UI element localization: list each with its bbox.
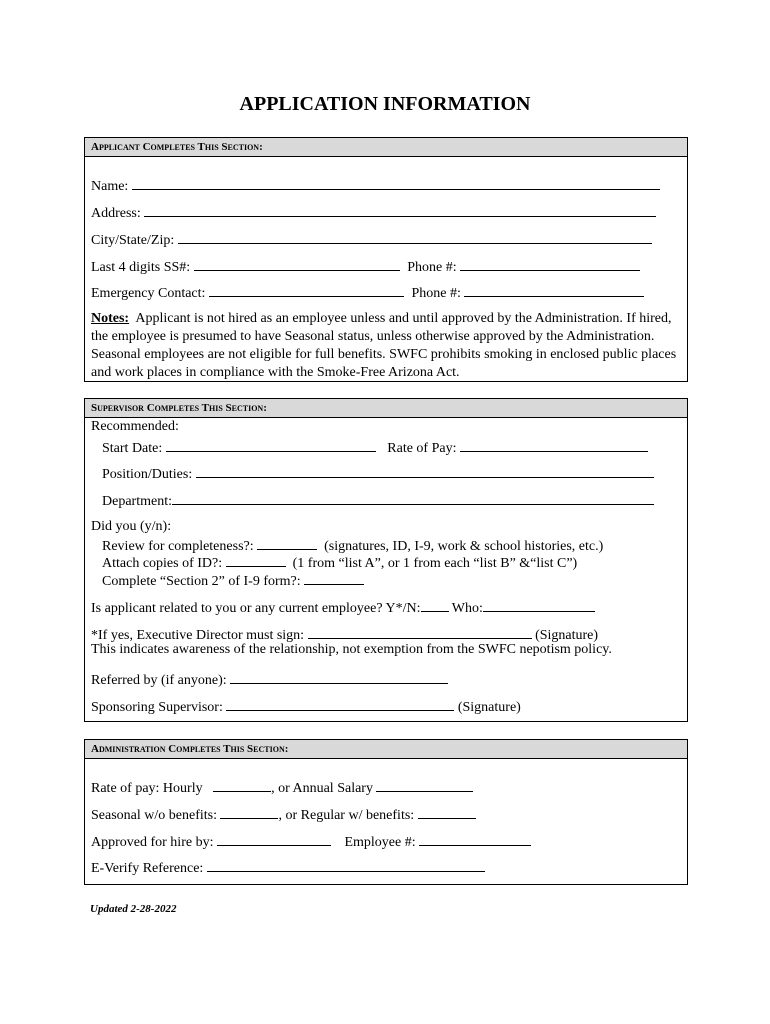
phone-label: Phone #: xyxy=(407,260,457,275)
department-field[interactable] xyxy=(172,491,654,505)
hourly-field[interactable] xyxy=(213,778,271,792)
updated-date: Updated 2-28-2022 xyxy=(90,903,177,915)
emergency-contact-field[interactable] xyxy=(209,283,404,297)
name-label: Name: xyxy=(91,179,129,194)
name-field[interactable] xyxy=(132,176,660,190)
address-field[interactable] xyxy=(144,203,656,217)
city-state-zip-label: City/State/Zip: xyxy=(91,233,175,248)
position-label: Position/Duties: xyxy=(102,467,193,482)
signature-note-1: (Signature) xyxy=(535,628,599,643)
approved-field[interactable] xyxy=(217,832,331,846)
notes-text: Applicant is not hired as an employee unless and until approved by the Administration. If hired, the employee is presumed to have Seasonal status, unless otherwise approved by the Administration. Seasonal employees are not eligible for full benefits. SWFC prohibits smoking in enclosed public places and work places in compliance with the Smoke-Free Arizona Act. xyxy=(91,311,677,380)
referred-label: Referred by (if anyone): xyxy=(91,673,227,688)
employee-number-label: Employee #: xyxy=(344,835,416,850)
regular-label: , or Regular w/ benefits: xyxy=(278,808,415,823)
notes-paragraph xyxy=(91,310,681,382)
phone-field[interactable] xyxy=(460,257,640,271)
everify-field[interactable] xyxy=(207,858,485,872)
i9-field[interactable] xyxy=(304,571,364,585)
employee-number-field[interactable] xyxy=(419,832,531,846)
ss-field[interactable] xyxy=(194,257,400,271)
department-label: Department: xyxy=(102,494,172,509)
director-signature-field[interactable] xyxy=(308,625,532,639)
ss-label: Last 4 digits SS#: xyxy=(91,260,191,275)
sponsoring-label: Sponsoring Supervisor: xyxy=(91,700,223,715)
rate-of-pay-label: Rate of Pay: xyxy=(387,441,457,456)
who-label: Who: xyxy=(451,601,483,616)
did-you-label: Did you (y/n): xyxy=(91,519,172,534)
i9-label: Complete “Section 2” of I-9 form?: xyxy=(102,574,301,589)
regular-field[interactable] xyxy=(418,805,476,819)
related-field[interactable] xyxy=(421,598,449,612)
administration-section xyxy=(84,739,688,885)
notes-label: Notes: xyxy=(91,311,130,326)
address-label: Address: xyxy=(91,206,141,221)
everify-label: E-Verify Reference: xyxy=(91,861,204,876)
applicant-section-header: Applicant Completes This Section: xyxy=(85,138,687,157)
related-label: Is applicant related to you or any current employee? Y*/N: xyxy=(91,601,421,616)
annual-label: , or Annual Salary xyxy=(271,781,373,796)
attach-id-label: Attach copies of ID?: xyxy=(102,556,223,571)
emergency-phone-label: Phone #: xyxy=(411,286,461,301)
supervisor-section-header: Supervisor Completes This Section: xyxy=(85,399,687,418)
seasonal-label: Seasonal w/o benefits: xyxy=(91,808,217,823)
seasonal-field[interactable] xyxy=(220,805,278,819)
emergency-phone-field[interactable] xyxy=(464,283,644,297)
emergency-contact-label: Emergency Contact: xyxy=(91,286,206,301)
hourly-label: Rate of pay: Hourly xyxy=(91,781,203,796)
applicant-section xyxy=(84,137,688,382)
review-label: Review for completeness?: xyxy=(102,539,254,554)
attach-id-field[interactable] xyxy=(226,553,286,567)
attach-id-note: (1 from “list A”, or 1 from each “list B” &“list C”) xyxy=(292,556,578,571)
review-field[interactable] xyxy=(257,536,317,550)
recommended-label: Recommended: xyxy=(91,419,179,434)
annual-salary-field[interactable] xyxy=(376,778,473,792)
city-state-zip-field[interactable] xyxy=(178,230,652,244)
referred-field[interactable] xyxy=(230,670,448,684)
position-field[interactable] xyxy=(196,464,654,478)
awareness-text: This indicates awareness of the relationship, not exemption from the SWFC nepotism policy. xyxy=(91,642,612,657)
review-note: (signatures, ID, I-9, work & school histories, etc.) xyxy=(324,539,604,554)
start-date-label: Start Date: xyxy=(102,441,163,456)
supervisor-section xyxy=(84,398,688,722)
sponsoring-signature-field[interactable] xyxy=(226,697,454,711)
approved-label: Approved for hire by: xyxy=(91,835,214,850)
page-title: APPLICATION INFORMATION xyxy=(239,93,531,115)
signature-note-2: (Signature) xyxy=(457,700,521,715)
if-yes-label: *If yes, Executive Director must sign: xyxy=(91,628,305,643)
start-date-field[interactable] xyxy=(166,438,376,452)
who-field[interactable] xyxy=(483,598,595,612)
rate-of-pay-field[interactable] xyxy=(460,438,648,452)
administration-section-header: Administration Completes This Section: xyxy=(85,740,687,759)
